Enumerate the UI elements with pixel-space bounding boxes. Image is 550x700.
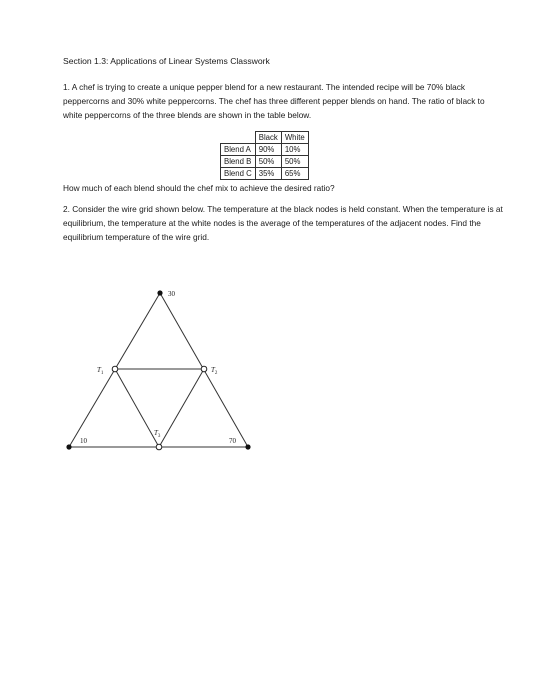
white-cell: 50%	[281, 156, 308, 168]
node-t1	[112, 366, 118, 372]
problem-1-question: How much of each blend should the chef mix to achieve the desired ratio?	[63, 183, 335, 193]
problem-2-text: 2. Consider the wire grid shown below. The temperature at the black nodes is held constant. When the temperature is at equilibrium, the temperature at the white nodes is the average of the temperatures of the adjacent nodes. Find the equilibrium temperature of the wire grid.	[63, 204, 503, 242]
section-title: Section 1.3: Applications of Linear Systems Classwork	[63, 56, 270, 66]
problem-1-text: 1. A chef is trying to create a unique pepper blend for a new restaurant. The intended recipe will be 70% black peppercorns and 30% white peppercorns. The chef has three different pepper blends on hand. The ratio of black to white peppercorns of the three blends are shown in the table below.	[63, 82, 485, 120]
t2-label: $T_2$	[211, 366, 218, 376]
black-cell: 50%	[255, 156, 281, 168]
t1-label: $T_1$	[97, 366, 104, 376]
node-t2	[201, 366, 207, 372]
white-cell: 10%	[281, 144, 308, 156]
right-value-label: 70	[229, 437, 236, 445]
t3-label: $T_3$	[154, 429, 161, 439]
node-t3	[156, 444, 162, 450]
black-cell: 90%	[255, 144, 281, 156]
black-cell: 35%	[255, 168, 281, 180]
fixed-node-left	[66, 444, 71, 449]
fixed-node-right	[245, 444, 250, 449]
fixed-node-top	[157, 290, 162, 295]
top-value-label: 30	[168, 290, 175, 298]
wire-edge	[159, 369, 204, 447]
row-label: Blend B	[221, 156, 256, 168]
row-label: Blend C	[221, 168, 256, 180]
column-header-black: Black	[255, 132, 281, 144]
row-label: Blend A	[221, 144, 256, 156]
column-header-white: White	[281, 132, 308, 144]
wire-edge	[115, 369, 159, 447]
white-cell: 65%	[281, 168, 308, 180]
left-value-label: 10	[80, 437, 87, 445]
